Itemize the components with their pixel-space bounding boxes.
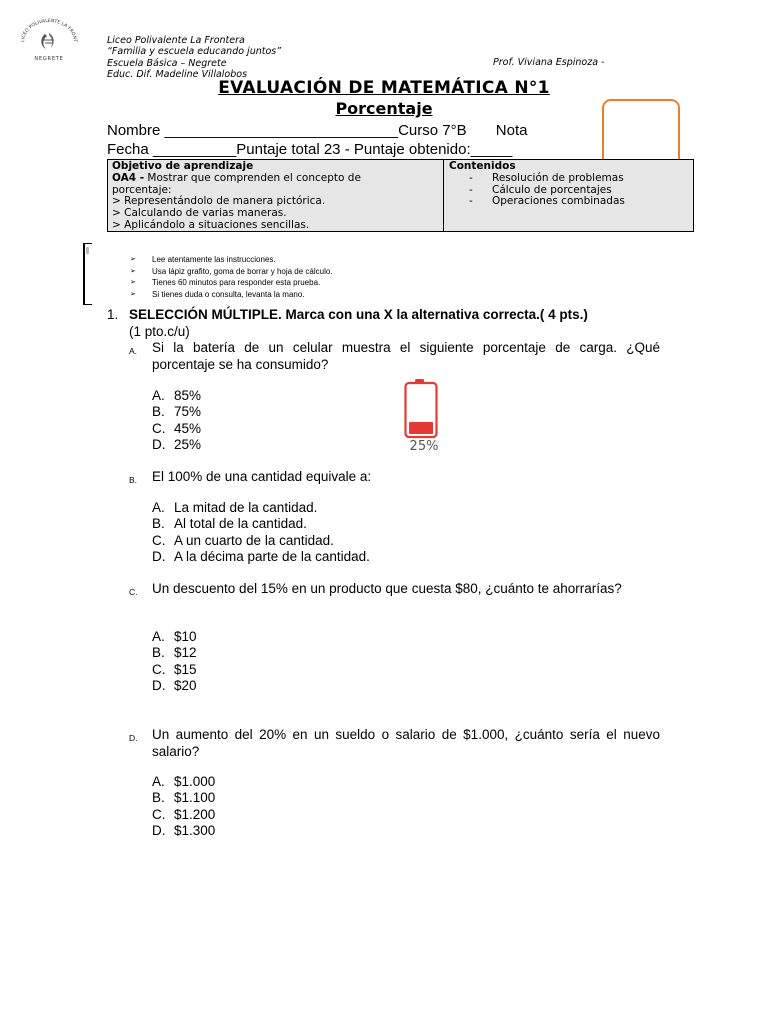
battery-charge-fill: [409, 422, 433, 434]
option-item[interactable]: A. $10: [152, 629, 197, 644]
objective-item: > Aplicándolo a situaciones sencillas.: [112, 218, 310, 231]
option-item[interactable]: D. 25%: [152, 436, 202, 452]
question-text: Un descuento del 15% en un producto que cuesta $80, ¿cuánto te ahorrarías?: [152, 581, 622, 596]
question-text: El 100% de una cantidad equivale a:: [152, 469, 372, 484]
question-b-options: [152, 500, 370, 565]
school-logo: [18, 18, 80, 64]
option-item[interactable]: D. A la décima parte de la cantidad.: [152, 548, 370, 564]
battery-figure: [395, 378, 445, 456]
option-item[interactable]: D. $20: [152, 677, 197, 693]
option-item[interactable]: B. 75%: [152, 404, 202, 420]
objective-table: [107, 159, 694, 232]
teacher-line: Educ. Dif. Madeline Villalobos: [107, 68, 248, 80]
arrow-bullet-icon: ➢: [130, 290, 136, 298]
contents-heading: Contenidos: [449, 160, 516, 172]
option-item[interactable]: A. $1.000: [152, 774, 216, 789]
objective-line: [112, 173, 443, 185]
option-item[interactable]: C. A un cuarto de la cantidad.: [152, 532, 334, 548]
school-info: [107, 35, 281, 80]
question-d-options: [152, 774, 215, 839]
option-item[interactable]: B. Al total de la cantidad.: [152, 516, 307, 532]
section-heading: [107, 307, 588, 340]
instruction-item: ➢ Tienes 60 minutos para responder esta prueba.: [130, 278, 321, 287]
svg-text:LICEO POLIVALENTE LA FRONTERA: [18, 18, 78, 43]
question-text: Un aumento del 20% en un sueldo o salario de $1.000, ¿cuánto sería el nuevo salario?: [152, 727, 660, 759]
objective-text: Mostrar que comprenden el concepto de: [144, 171, 361, 184]
arrow-bullet-icon: ➢: [130, 267, 136, 275]
contents-item: - Cálculo de porcentajes: [469, 183, 612, 196]
instruction-item: ➢ Usa lápiz grafito, goma de borrar y hoja de cálculo.: [130, 266, 333, 276]
objective-item: > Calculando de varias maneras.: [112, 207, 287, 220]
question-letter: B.: [129, 475, 138, 485]
objective-code: OA4 -: [112, 171, 145, 184]
option-item[interactable]: C. 45%: [152, 420, 202, 436]
page-subtitle: Porcentaje: [335, 99, 433, 118]
arrow-bullet-icon: ➢: [130, 256, 136, 263]
option-item[interactable]: B. $12: [152, 645, 197, 661]
score-info-row: Fecha __________Puntaje total 23 - Puntaje obtenido:_____: [107, 141, 513, 158]
question-letter: D.: [129, 733, 138, 743]
school-logo-icon: [18, 18, 80, 64]
instruction-item: ➢ Si tienes duda o consulta, levanta la mano.: [130, 289, 305, 299]
objective-line-2: porcentaje:: [112, 183, 172, 196]
contents-item: - Resolución de problemas: [469, 171, 624, 184]
question-text: Si la batería de un celular muestra el siguiente porcentaje de carga. ¿Qué porcentaje se ha consumido?: [152, 340, 660, 372]
objective-cell: [108, 160, 444, 231]
contents-cell: [445, 160, 693, 231]
option-item[interactable]: B. $1.100: [152, 790, 216, 806]
instruction-item: ➢ Lee atentamente las instrucciones.: [130, 255, 276, 264]
professor-name: Prof. Viviana Espinoza -: [493, 57, 605, 68]
option-item[interactable]: C. $15: [152, 661, 197, 677]
arrow-bullet-icon: ➢: [130, 279, 136, 286]
objective-item: > Representándolo de manera pictórica.: [112, 195, 326, 208]
school-name: Liceo Polivalente La Frontera: [107, 35, 245, 46]
school-motto: “Familia y escuela educando juntos”: [107, 46, 282, 58]
logo-text-bottom: NEGRETE: [34, 56, 64, 62]
bracket-marker: [86, 247, 89, 254]
question-c-options: [152, 629, 197, 694]
question-letter: C.: [129, 587, 138, 597]
option-item[interactable]: A. 85%: [152, 388, 202, 403]
objective-heading: Objetivo de aprendizaje: [112, 160, 254, 172]
question-a-options: [152, 388, 201, 453]
question-letter: A.: [129, 346, 138, 356]
instructions-list: [130, 254, 333, 300]
section-number: 1.: [107, 307, 119, 322]
option-item[interactable]: C. $1.200: [152, 806, 216, 822]
grade-box[interactable]: [602, 99, 680, 167]
contents-item: - Operaciones combinadas: [469, 195, 625, 208]
logo-text-top: LICEO POLIVALENTE LA FRONT: [20, 18, 78, 43]
page-title: EVALUACIÓN DE MATEMÁTICA N°1: [218, 78, 550, 98]
section-title: SELECCIÓN MÚLTIPLE. Marca con una X la alternativa correcta.( 4 pts.): [129, 307, 588, 322]
student-info-row: Nombre ____________________________Curso 7°B Nota: [107, 122, 528, 139]
option-item[interactable]: D. $1.300: [152, 822, 216, 838]
option-item[interactable]: A. La mitad de la cantidad.: [152, 500, 318, 515]
school-branch: Escuela Básica – Negrete: [107, 57, 227, 69]
battery-label: 25%: [409, 439, 439, 454]
section-subtitle: (1 pto.c/u): [129, 323, 190, 339]
